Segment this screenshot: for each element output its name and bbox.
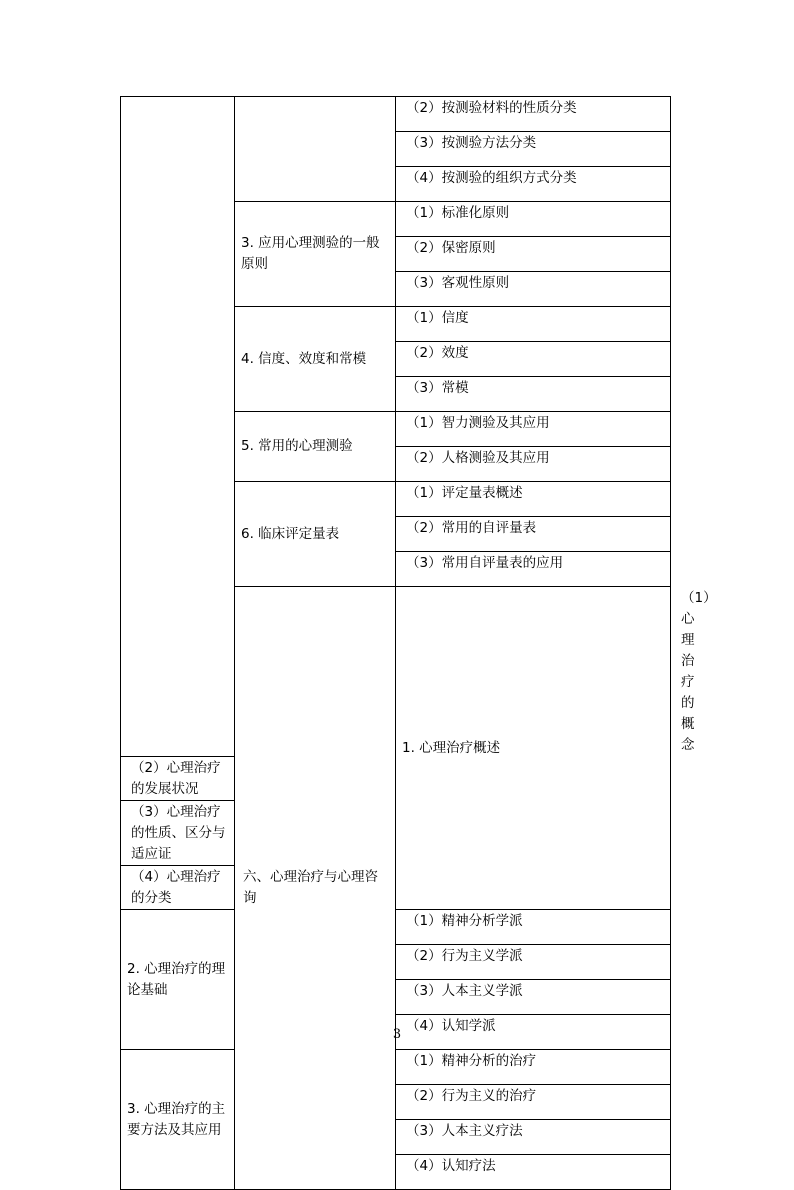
table-row: 六、心理治疗与心理咨询 1. 心理治疗概述 （1）心理治疗的概念 — [121, 587, 671, 757]
item-cell: （1）标准化原则 — [396, 202, 671, 237]
topic-cell: 4. 信度、效度和常模 — [235, 307, 396, 412]
item-cell: （2）保密原则 — [396, 237, 671, 272]
topic-cell: 1. 心理治疗概述 — [396, 587, 671, 910]
topic-cell: 6. 临床评定量表 — [235, 482, 396, 587]
chapter-cell: 六、心理治疗与心理咨询 — [235, 587, 396, 1190]
chapter-cell — [121, 97, 235, 757]
item-cell: （1）评定量表概述 — [396, 482, 671, 517]
item-cell: （3）常用自评量表的应用 — [396, 552, 671, 587]
item-cell: （4）按测验的组织方式分类 — [396, 167, 671, 202]
item-cell: （1）精神分析的治疗 — [396, 1050, 671, 1085]
item-cell: （2）心理治疗的发展状况 — [121, 757, 235, 801]
topic-cell: 3. 心理治疗的主要方法及其应用 — [121, 1050, 235, 1190]
syllabus-table — [120, 96, 717, 1190]
table-row — [121, 1050, 671, 1085]
item-cell: （3）常模 — [396, 377, 671, 412]
item-cell: （4）认知疗法 — [396, 1155, 671, 1190]
topic-cell: 5. 常用的心理测验 — [235, 412, 396, 482]
item-cell: （3）心理治疗的性质、区分与适应证 — [121, 801, 235, 866]
item-cell: （2）常用的自评量表 — [396, 517, 671, 552]
item-cell: （3）按测验方法分类 — [396, 132, 671, 167]
item-cell: （2）行为主义学派 — [396, 945, 671, 980]
topic-cell — [235, 97, 396, 202]
item-cell: （2）效度 — [396, 342, 671, 377]
item-cell: （2）按测验材料的性质分类 — [396, 97, 671, 132]
item-cell: （3）人本主义学派 — [396, 980, 671, 1015]
page-number: 3 — [392, 1027, 402, 1042]
item-cell: （2）行为主义的治疗 — [396, 1085, 671, 1120]
item-cell: （1）智力测验及其应用 — [396, 412, 671, 447]
topic-cell: 3. 应用心理测验的一般原则 — [235, 202, 396, 307]
item-cell: （1）精神分析学派 — [396, 910, 671, 945]
item-cell: （2）人格测验及其应用 — [396, 447, 671, 482]
item-cell: （4）心理治疗的分类 — [121, 866, 235, 910]
item-cell: （3）人本主义疗法 — [396, 1120, 671, 1155]
table-row — [121, 97, 671, 132]
item-cell: （1）信度 — [396, 307, 671, 342]
table-row — [121, 910, 671, 945]
topic-cell: 2. 心理治疗的理论基础 — [121, 910, 235, 1050]
item-cell: （3）客观性原则 — [396, 272, 671, 307]
item-cell: （4）认知学派 — [396, 1015, 671, 1050]
